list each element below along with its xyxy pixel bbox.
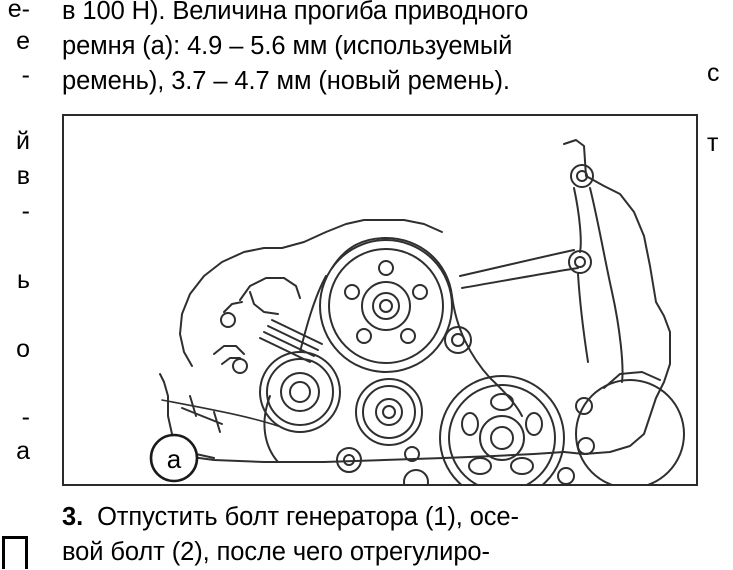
- left-fragment: а: [16, 437, 30, 465]
- left-column-box-fragment: [2, 536, 28, 569]
- step-number: 3.: [62, 503, 84, 531]
- figure-belt-routing-diagram: [62, 114, 698, 486]
- bottom-paragraph-line-1: [62, 500, 707, 535]
- bottom-line-text: Отпустить болт генератора (1), осе-: [97, 503, 519, 531]
- right-column-fragments: [705, 0, 733, 569]
- left-fragment: о: [16, 335, 30, 363]
- engine-belt-diagram-svg: [64, 116, 696, 484]
- paragraph-line: ремня (a): 4.9 – 5.6 мм (используемый: [62, 32, 513, 60]
- right-fragment: с: [707, 59, 720, 87]
- left-fragment: е-: [7, 0, 30, 23]
- left-fragment: -: [21, 197, 30, 225]
- bottom-paragraph: [62, 500, 707, 570]
- left-fragment: -: [21, 61, 30, 89]
- top-paragraph: [62, 0, 698, 99]
- bottom-paragraph-line-2: вой болт (2), после чего отрегулиро-: [62, 538, 490, 566]
- left-column-fragments: [0, 0, 34, 569]
- left-fragment: ь: [16, 266, 30, 294]
- left-fragment: е: [16, 27, 30, 55]
- left-fragment: в: [16, 162, 30, 190]
- left-fragment: й: [16, 127, 30, 155]
- paragraph-line: в 100 Н). Величина прогиба приводного: [62, 0, 529, 25]
- callout-label: a: [166, 444, 182, 474]
- right-fragment: т: [707, 129, 719, 157]
- paragraph-line: ремень), 3.7 – 4.7 мм (новый ремень).: [62, 67, 510, 95]
- left-fragment: -: [21, 403, 30, 431]
